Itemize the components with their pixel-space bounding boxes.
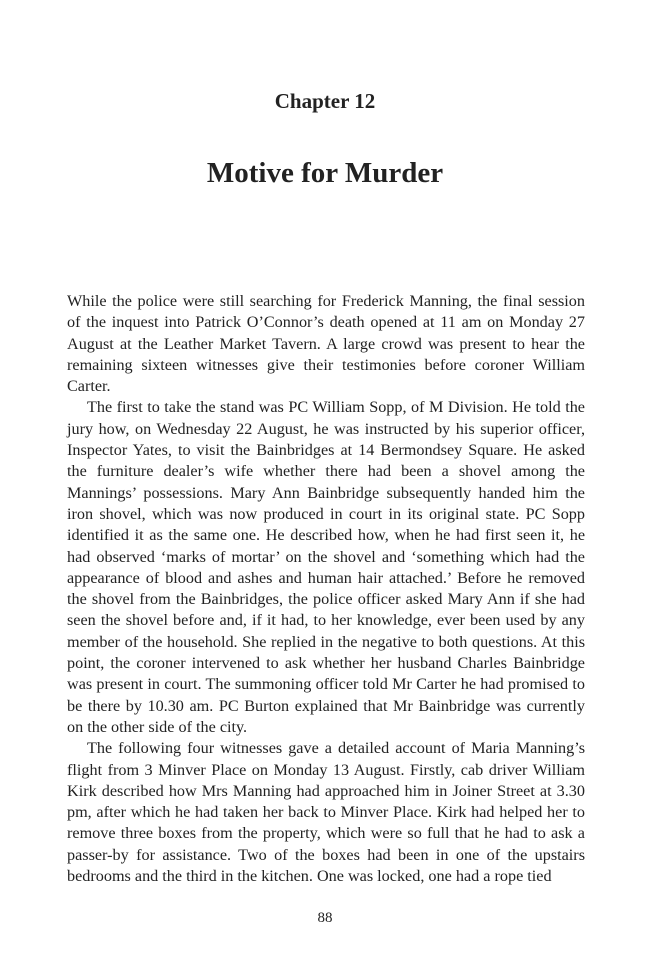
chapter-body: [67, 291, 585, 887]
chapter-number: Chapter 12: [274, 89, 376, 113]
chapter-title: Motive for Murder: [206, 157, 444, 189]
paragraph: While the police were still searching for Frederick Manning, the final session of the inquest into Patrick O’Connor’s death opened at 11 am on Monday 27 August at the Leather Market Tavern. A large crowd was present to hear the remaining sixteen witnesses give their testimonies before coroner William Carter.: [67, 292, 585, 396]
page-number: 88: [317, 910, 333, 926]
paragraph: The first to take the stand was PC William Sopp, of M Division. He told the jury how, on Wednesday 22 August, he was instructed by his superior officer, Inspector Yates, to visit the Bainbridges at 14 Bermondsey Square. He asked the furniture dealer’s wife whether there had been a shovel among the Mannings’ possessions. Mary Ann Bainbridge subsequently handed him the iron shovel, which was now produced in court in its original state. PC Sopp identified it as the same one. He described how, when he had first seen it, he had observed ‘marks of mortar’ on the shovel and ‘something which had the appearance of blood and ashes and human hair attached.’ Before he removed the shovel from the Bainbridges, the police officer asked Mary Ann if she had seen the shovel before and, if it had, to her knowledge, ever been used by any member of the household. She replied in the negative to both questions. At this point, the coroner intervened to ask whether her husband Charles Bainbridge was present in court. The summoning officer told Mr Carter he had promised to be there by 10.30 am. PC Burton explained that Mr Bainbridge was currently on the other side of the city.: [67, 398, 585, 736]
paragraph: The following four witnesses gave a detailed account of Maria Manning’s flight from 3 Minver Place on Monday 13 August. Firstly, cab driver William Kirk described how Mrs Manning had approached him in Joiner Street at 3.30 pm, after which he had taken her back to Minver Place. Kirk had helped her to remove three boxes from the property, which were so full that he had to ask a passer-by for assistance. Two of the boxes had been in one of the upstairs bedrooms and the third in the kitchen. One was locked, one had a rope tied: [67, 739, 585, 886]
